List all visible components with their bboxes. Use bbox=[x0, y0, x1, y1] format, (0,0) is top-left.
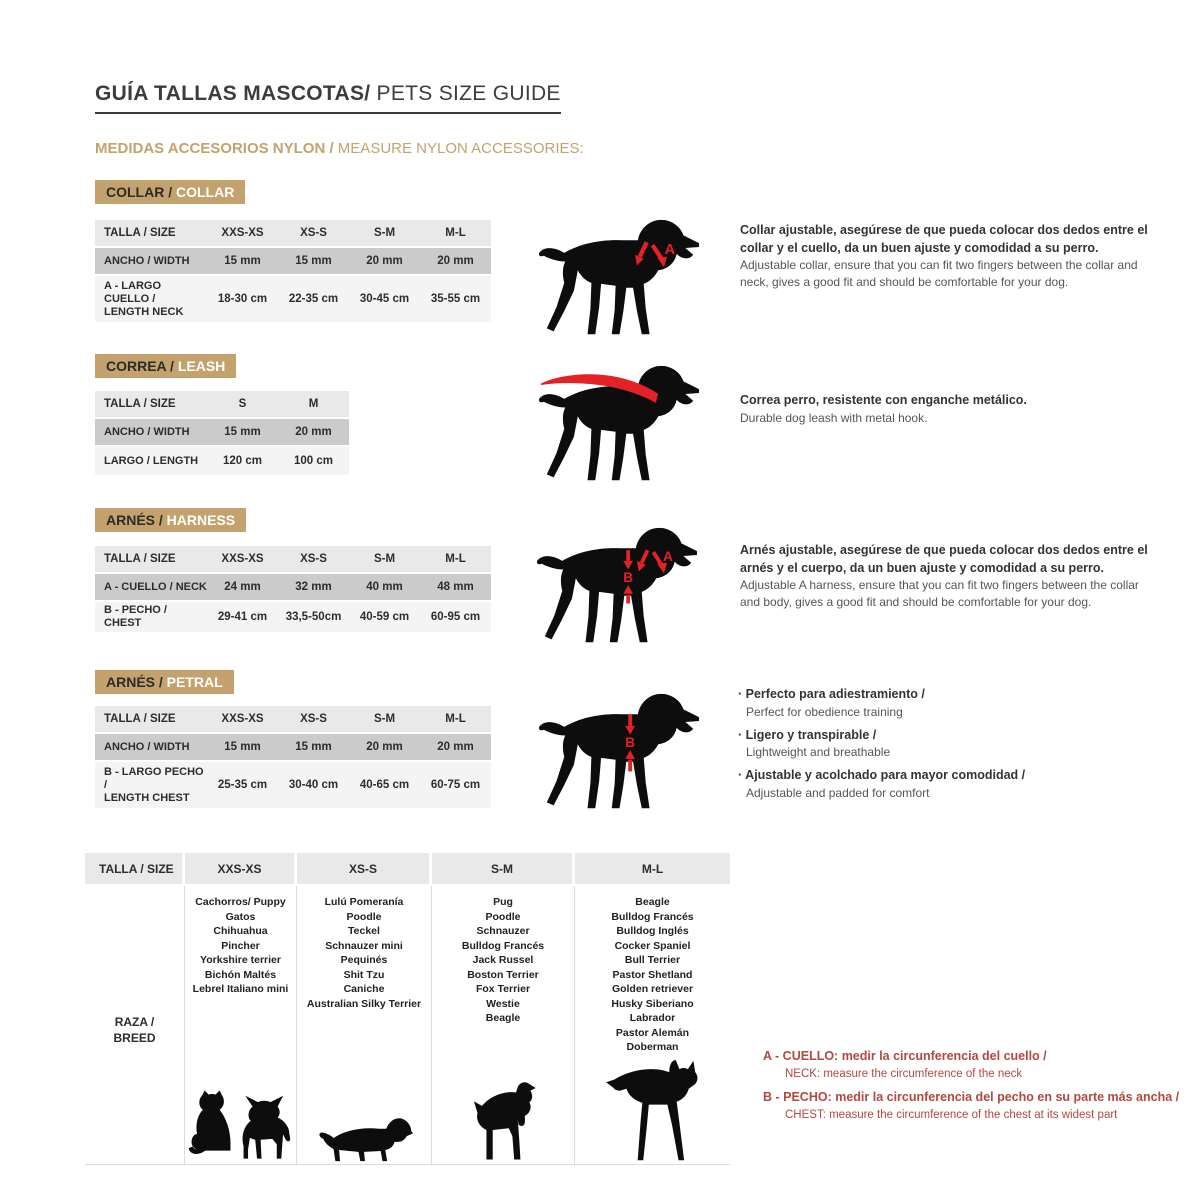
breed-name: Beagle bbox=[485, 1012, 521, 1024]
note-neck-en: NECK: measure the circumference of the neck bbox=[785, 1068, 1023, 1081]
size-value: 15 mm bbox=[295, 255, 332, 267]
row-label: A - CUELLO / NECK bbox=[104, 580, 207, 593]
size-value: 25-35 cm bbox=[217, 779, 268, 791]
harness-badge-es: ARNÉS / bbox=[106, 512, 163, 528]
marking-a-label: A bbox=[664, 241, 676, 258]
size-value: 40 mm bbox=[366, 581, 403, 593]
leash-badge-es: CORREA / bbox=[106, 358, 174, 374]
leash-description bbox=[740, 392, 1150, 427]
breed-name: Shit Tzu bbox=[343, 968, 385, 981]
size-value: 15 mm bbox=[224, 426, 261, 438]
feature-item bbox=[738, 686, 1153, 720]
breed-name: Australian Silky Terrier bbox=[306, 997, 422, 1010]
column-header: M-L bbox=[445, 713, 466, 725]
harness-section-badge bbox=[95, 508, 246, 532]
breed-name: Labrador bbox=[629, 1012, 676, 1024]
leash-table-row-length bbox=[95, 447, 349, 475]
breed-name: Bichón Maltés bbox=[204, 968, 277, 981]
row-label: ANCHO / WIDTH bbox=[104, 254, 190, 267]
collar-size-table bbox=[95, 220, 491, 322]
petral-table-row-width bbox=[95, 734, 491, 760]
size-value: 18-30 cm bbox=[217, 293, 268, 305]
page-title-es: GUÍA TALLAS MASCOTAS/ bbox=[95, 82, 371, 105]
dog-harness-illustration bbox=[535, 524, 700, 650]
breed-name: Lebrel Italiano mini bbox=[192, 983, 289, 995]
breed-name: Beagle bbox=[635, 896, 670, 908]
size-value: 30-45 cm bbox=[359, 293, 410, 305]
breed-name: Lulú Pomeranía bbox=[324, 896, 404, 908]
leash-desc-en: Durable dog leash with metal hook. bbox=[740, 410, 928, 425]
breed-column-header: TALLA / SIZE bbox=[85, 853, 185, 884]
feature-en: Adjustable and padded for comfort bbox=[746, 785, 930, 800]
column-header: XS-S bbox=[300, 227, 327, 239]
collar-desc-en: Adjustable collar, ensure that you can fit two fingers between the collar and neck, gives a good fit and should be comfortable for your dog. bbox=[740, 258, 1138, 290]
harness-table-header bbox=[95, 546, 491, 572]
size-value: 20 mm bbox=[366, 255, 403, 267]
petral-features bbox=[738, 686, 1153, 808]
size-value: 35-55 cm bbox=[430, 293, 481, 305]
feature-es: · Ligero y transpirable / bbox=[738, 727, 1153, 745]
petral-section-badge bbox=[95, 670, 234, 694]
harness-table-row-neck bbox=[95, 574, 491, 600]
column-header: S bbox=[238, 398, 247, 410]
leash-badge-en: LEASH bbox=[173, 358, 226, 374]
dog-leash-illustration bbox=[537, 362, 702, 488]
row-label: LENGTH NECK bbox=[104, 305, 184, 318]
column-header: XS-S bbox=[300, 553, 327, 565]
size-value: 60-75 cm bbox=[430, 779, 481, 791]
harness-size-table bbox=[95, 546, 491, 632]
feature-es: · Ajustable y acolchado para mayor comodidad / bbox=[738, 767, 1153, 785]
breed-name: Pequinés bbox=[340, 954, 388, 966]
breed-name: Husky Siberiano bbox=[611, 997, 694, 1010]
chihuahua-silhouette-icon bbox=[238, 1094, 294, 1164]
feature-es: · Perfecto para adiestramiento / bbox=[738, 686, 1153, 704]
breed-name: Pincher bbox=[221, 939, 260, 952]
page-title bbox=[95, 82, 561, 114]
breed-name: Doberman bbox=[626, 1041, 679, 1053]
breed-name: Poodle bbox=[346, 910, 382, 923]
breed-name: Schnauzer mini bbox=[325, 939, 403, 952]
xxs-xs-silhouettes bbox=[187, 1088, 294, 1164]
petral-size-table bbox=[95, 706, 491, 808]
size-value: 20 mm bbox=[437, 741, 474, 753]
breed-name: Golden retriever bbox=[611, 983, 694, 995]
doberman-silhouette-icon bbox=[604, 1060, 702, 1164]
collar-section-badge bbox=[95, 180, 245, 204]
column-header: M-L bbox=[445, 227, 466, 239]
row-label: B - PECHO / CHEST bbox=[104, 604, 167, 629]
size-value: 15 mm bbox=[224, 255, 261, 267]
column-header: S-M bbox=[373, 553, 396, 565]
feature-en: Lightweight and breathable bbox=[746, 745, 891, 760]
harness-desc-en: Adjustable A harness, ensure that you can fit two fingers between the collar and body, gives a good fit and should be comfortable for your dog. bbox=[740, 578, 1139, 610]
raza-breed-label: BREED bbox=[113, 1030, 156, 1045]
column-header: M-L bbox=[445, 553, 466, 565]
harness-table-row-chest bbox=[95, 602, 491, 632]
note-chest-es: B - PECHO: medir la circunferencia del pecho en su parte más ancha / bbox=[763, 1090, 1180, 1105]
breed-cell-m-l bbox=[575, 886, 730, 1164]
collar-table-row-neck bbox=[95, 276, 491, 322]
breed-name: Yorkshire terrier bbox=[200, 954, 281, 966]
breed-name: Bull Terrier bbox=[624, 954, 681, 966]
size-value: 60-95 cm bbox=[430, 611, 481, 623]
size-value: 33,5-50cm bbox=[285, 611, 342, 623]
column-header: M bbox=[308, 398, 319, 410]
breed-cell-xxs-xs bbox=[185, 886, 297, 1164]
petral-table-header bbox=[95, 706, 491, 732]
dog-petral-illustration bbox=[537, 690, 702, 816]
leash-desc-es: Correa perro, resistente con enganche metálico. bbox=[740, 393, 1027, 407]
leash-size-table bbox=[95, 391, 349, 475]
feature-en: Perfect for obedience training bbox=[746, 704, 903, 719]
row-label: ANCHO / WIDTH bbox=[104, 740, 190, 753]
size-value: 30-40 cm bbox=[288, 779, 339, 791]
breed-name: Gatos bbox=[225, 910, 256, 923]
breed-row-label bbox=[85, 886, 185, 1164]
size-value: 22-35 cm bbox=[288, 293, 339, 305]
raza-breed-label: RAZA / bbox=[114, 1014, 155, 1029]
petral-badge-es: ARNÉS / bbox=[106, 674, 163, 690]
size-value: 15 mm bbox=[224, 741, 261, 753]
size-value: 40-59 cm bbox=[359, 611, 410, 623]
breed-name: Pastor Alemán bbox=[615, 1026, 690, 1039]
breed-name: Westie bbox=[486, 997, 520, 1010]
breed-column-header: S-M bbox=[432, 853, 575, 884]
feature-item bbox=[738, 767, 1153, 801]
breed-name: Bulldog Francés bbox=[611, 910, 694, 923]
size-value: 120 cm bbox=[222, 455, 262, 467]
size-value: 20 mm bbox=[437, 255, 474, 267]
page-subtitle-en: MEASURE NYLON ACCESSORIES: bbox=[333, 140, 584, 157]
breed-name: Teckel bbox=[348, 925, 380, 937]
schnauzer-silhouette-icon bbox=[465, 1080, 541, 1164]
note-chest bbox=[763, 1088, 1188, 1124]
leash-table-header bbox=[95, 391, 349, 417]
row-label: LARGO / LENGTH bbox=[104, 454, 199, 467]
breed-name: Chihuahua bbox=[213, 925, 268, 937]
row-label: B - LARGO PECHO / bbox=[104, 765, 204, 791]
column-header: TALLA / SIZE bbox=[104, 713, 176, 725]
column-header: S-M bbox=[373, 227, 396, 239]
breed-name: Pug bbox=[493, 896, 513, 908]
collar-badge-es: COLLAR / bbox=[106, 184, 173, 200]
column-header: XXS-XS bbox=[221, 713, 264, 725]
leash-section-badge bbox=[95, 354, 236, 378]
breed-column-header: XXS-XS bbox=[185, 853, 297, 884]
collar-table-header bbox=[95, 220, 491, 246]
harness-badge-en: HARNESS bbox=[162, 512, 236, 528]
cat-silhouette-icon bbox=[187, 1088, 233, 1164]
marking-b-label: B bbox=[623, 570, 634, 586]
column-header: TALLA / SIZE bbox=[104, 398, 176, 410]
harness-description bbox=[740, 542, 1150, 611]
marking-a-label: A bbox=[663, 548, 673, 564]
measurement-notes bbox=[763, 1047, 1188, 1129]
breed-name: Pastor Shetland bbox=[612, 968, 693, 981]
size-value: 20 mm bbox=[366, 741, 403, 753]
size-value: 40-65 cm bbox=[359, 779, 410, 791]
page-title-en: PETS SIZE GUIDE bbox=[370, 82, 561, 105]
collar-badge-en: COLLAR bbox=[172, 184, 235, 200]
note-neck-es: A - CUELLO: medir la circunferencia del cuello / bbox=[763, 1049, 1047, 1063]
harness-desc-es: Arnés ajustable, asegúrese de que pueda colocar dos dedos entre el arnés y el cuerpo, da un buen ajuste y comodidad a su perro. bbox=[740, 543, 1148, 575]
size-value: 32 mm bbox=[295, 581, 332, 593]
collar-desc-es: Collar ajustable, asegúrese de que pueda colocar dos dedos entre el collar y el cuello, da un buen ajuste y comodidad a su perro. bbox=[740, 223, 1148, 255]
breed-name: Cachorros/ Puppy bbox=[195, 896, 286, 908]
column-header: S-M bbox=[373, 713, 396, 725]
row-label: ANCHO / WIDTH bbox=[104, 425, 190, 438]
feature-item bbox=[738, 727, 1153, 761]
leash-table-row-width bbox=[95, 419, 349, 445]
page-subtitle bbox=[95, 140, 584, 157]
breed-cell-s-m bbox=[432, 886, 575, 1164]
breed-name: Cocker Spaniel bbox=[614, 939, 691, 952]
size-value: 15 mm bbox=[295, 741, 332, 753]
breed-name: Jack Russel bbox=[472, 954, 534, 966]
column-header: XS-S bbox=[300, 713, 327, 725]
breed-name: Poodle bbox=[485, 910, 521, 923]
column-header: TALLA / SIZE bbox=[104, 227, 176, 239]
breed-name: Boston Terrier bbox=[467, 968, 539, 981]
size-value: 100 cm bbox=[293, 455, 333, 467]
breed-name: Schnauzer bbox=[476, 925, 530, 937]
breed-table-header bbox=[85, 853, 730, 884]
breed-cell-xs-s bbox=[297, 886, 432, 1164]
column-header: XXS-XS bbox=[221, 227, 264, 239]
row-label: A - LARGO CUELLO / bbox=[104, 279, 162, 305]
size-value: 24 mm bbox=[224, 581, 261, 593]
breed-column-header: XS-S bbox=[297, 853, 432, 884]
size-value: 20 mm bbox=[295, 426, 332, 438]
petral-table-row-chest bbox=[95, 762, 491, 808]
column-header: TALLA / SIZE bbox=[104, 553, 176, 565]
dog-collar-illustration bbox=[537, 216, 702, 342]
petral-badge-en: PETRAL bbox=[162, 674, 223, 690]
collar-table-row-width bbox=[95, 248, 491, 274]
note-neck bbox=[763, 1047, 1188, 1083]
column-header: XXS-XS bbox=[221, 553, 264, 565]
breed-name: Bulldog Francés bbox=[461, 939, 545, 952]
page-subtitle-es: MEDIDAS ACCESORIOS NYLON / bbox=[95, 140, 334, 157]
size-value: 48 mm bbox=[437, 581, 474, 593]
breed-name: Fox Terrier bbox=[475, 983, 531, 995]
row-label: LENGTH CHEST bbox=[104, 791, 190, 804]
dachshund-silhouette-icon bbox=[316, 1113, 413, 1164]
breed-column-header: M-L bbox=[575, 853, 730, 884]
breed-name: Bulldog Inglés bbox=[616, 925, 689, 937]
marking-b-label: B bbox=[625, 735, 636, 751]
size-value: 29-41 cm bbox=[217, 611, 268, 623]
breed-table-body bbox=[85, 886, 730, 1165]
breed-name: Caniche bbox=[343, 983, 385, 995]
note-chest-en: CHEST: measure the circumference of the chest at its widest part bbox=[785, 1109, 1118, 1122]
breed-table bbox=[85, 853, 730, 1165]
collar-description bbox=[740, 222, 1150, 291]
